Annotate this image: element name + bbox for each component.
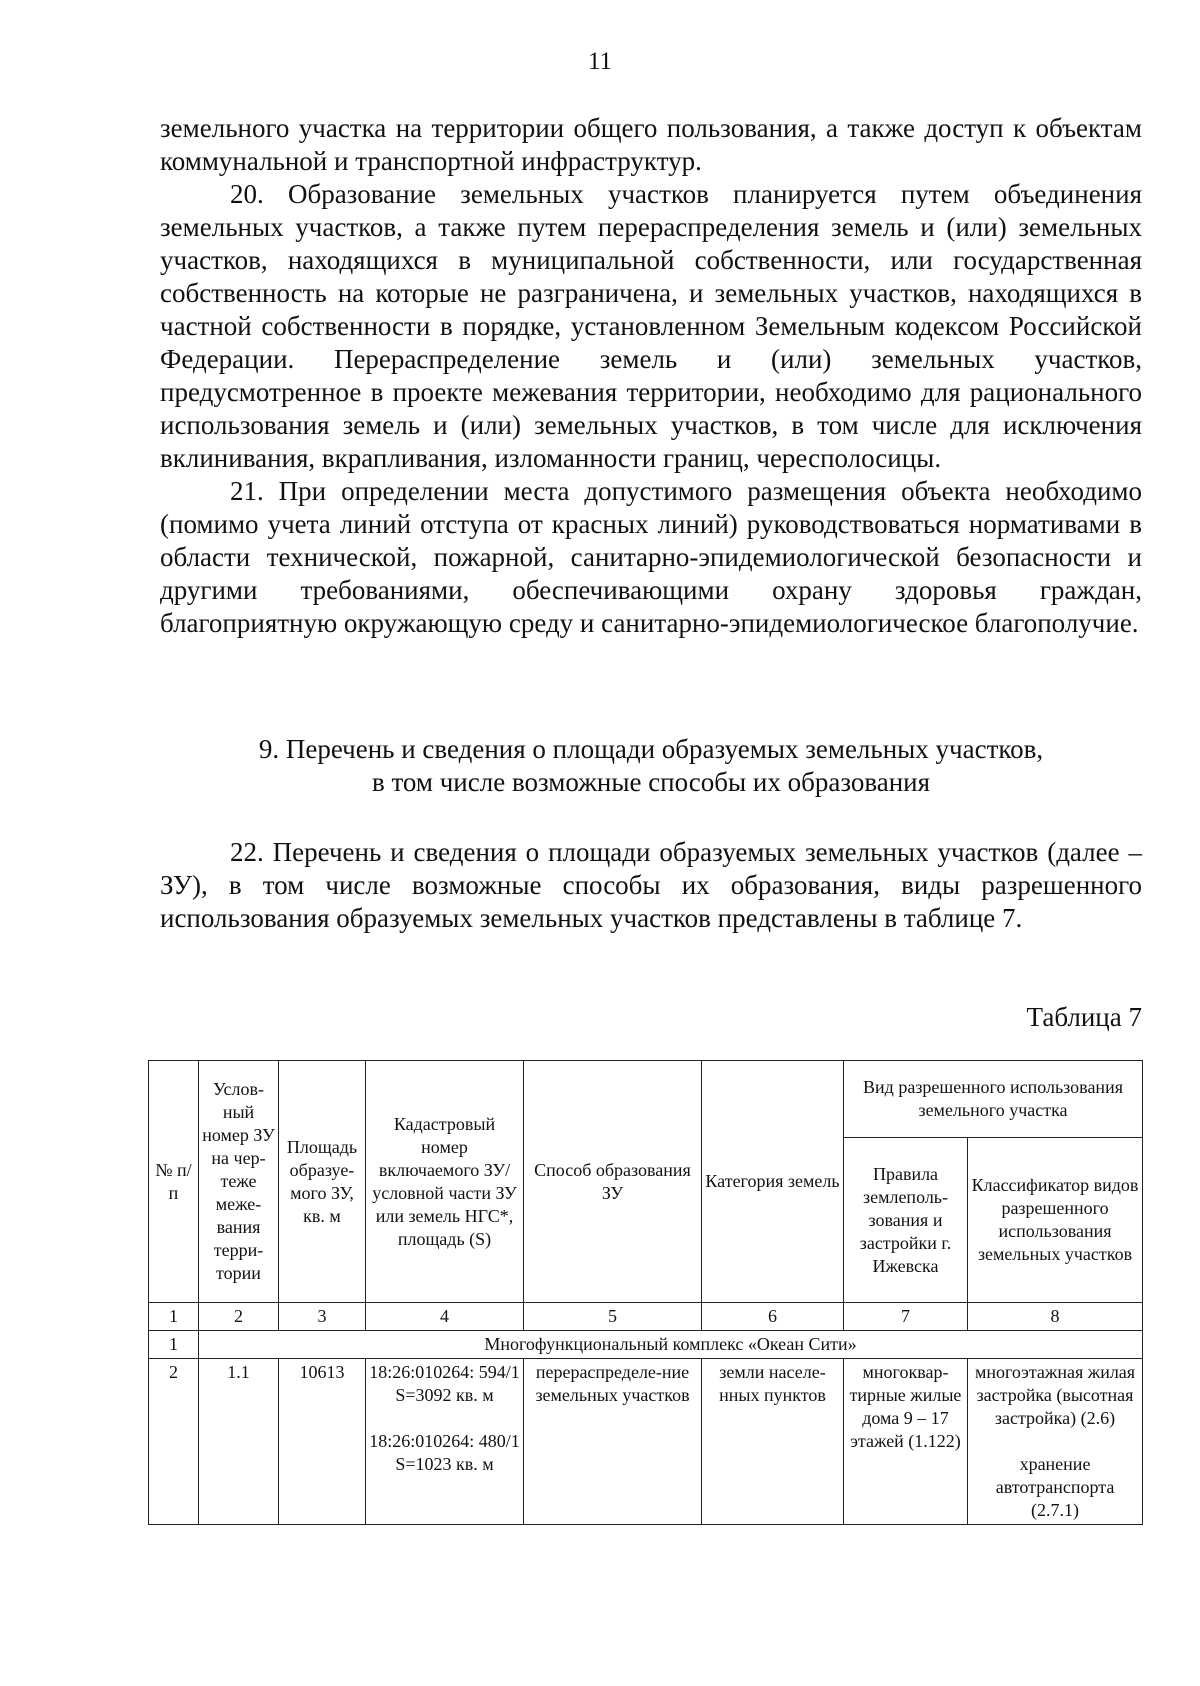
header-category: Категория земель xyxy=(702,1061,844,1303)
table-header-row xyxy=(149,1061,1143,1138)
paragraph-20: 20. Образование земельных участков планируется путем объединения земельных участков, а также путем перераспределения земель и (или) земельных участков, находящихся в муниципальной собственности, или государственная собственность на которые не разграничена, и земельных участков, находящихся в частной собственности в порядке, установленном Земельным кодексом Российской Федерации. Перераспределение земель и (или) земельных участков, предусмотренное в проекте межевания территории, необходимо для рационального использования земель и (или) земельных участков, в том числе для исключения вклинивания, вкрапливания, изломанности границ, чересполосицы. xyxy=(160,179,1142,473)
row-category: земли населе-нных пунктов xyxy=(702,1359,844,1525)
column-number: 1 xyxy=(149,1303,199,1331)
paragraph-21: 21. При определении места допустимого размещения объекта необходимо (помимо учета линий отступа от красных линий) руководствоваться нормативами в области технической, пожарной, санитарно-эпидемиологической безопасности и другими требованиями, обеспечивающими охрану здоровья граждан, благоприятную окружающую среду и санитарно-эпидемиологическое благополучие. xyxy=(160,476,1142,638)
cadastral-number-1: 18:26:010264: 594/1 xyxy=(369,1362,520,1382)
section-heading-line-2: в том числе возможные способы их образования xyxy=(371,767,931,797)
column-number: 3 xyxy=(279,1303,366,1331)
row-classifier xyxy=(968,1359,1143,1525)
column-number: 5 xyxy=(524,1303,702,1331)
table-caption: Таблица 7 xyxy=(1026,1002,1142,1032)
section-heading-line-1: 9. Перечень и сведения о площади образуемых земельных участков, xyxy=(258,734,1044,764)
row-rules: многоквар-тирные жилые дома 9 – 17 этажей (1.122) xyxy=(844,1359,968,1525)
header-area: Площадь образуе-мого ЗУ, кв. м xyxy=(279,1061,366,1303)
column-number: 6 xyxy=(702,1303,844,1331)
paragraph-continuation: земельного участка на территории общего пользования, а также доступ к объектам коммунальной и транспортной инфраструктур. xyxy=(160,113,1142,176)
cadastral-number-2: 18:26:010264: 480/1 xyxy=(369,1431,520,1451)
row-area: 10613 xyxy=(279,1359,366,1525)
column-number: 7 xyxy=(844,1303,968,1331)
column-number: 2 xyxy=(199,1303,279,1331)
row-conditional-number: 1.1 xyxy=(199,1359,279,1525)
group-row xyxy=(149,1331,1143,1359)
header-permitted-use-group: Вид разрешенного использования земельного участка xyxy=(844,1061,1143,1138)
row-num: 2 xyxy=(149,1359,199,1525)
row-cadastral xyxy=(366,1359,524,1525)
classifier-1: многоэтажная жилая застройка (высотная застройка) (2.6) xyxy=(974,1362,1136,1428)
body-text xyxy=(160,112,1142,640)
group-row-title: Многофункциональный комплекс «Океан Сити» xyxy=(199,1331,1143,1359)
paragraph-22: 22. Перечень и сведения о площади образуемых земельных участков (далее – ЗУ), в том числе возможные способы их образования, виды разрешенного использования образуемых земельных участков представлены в таблице 7. xyxy=(160,837,1142,933)
cadastral-area-1: S=3092 кв. м xyxy=(395,1385,494,1405)
header-method: Способ образования ЗУ xyxy=(524,1061,702,1303)
header-cadastral: Кадастровый номер включаемого ЗУ/условной части ЗУ или земель НГС*, площадь (S) xyxy=(366,1061,524,1303)
table-row xyxy=(149,1359,1143,1525)
header-num: № п/п xyxy=(149,1061,199,1303)
cadastral-area-2: S=1023 кв. м xyxy=(395,1454,494,1474)
header-rules: Правила землеполь-зования и застройки г. Ижевска xyxy=(844,1138,968,1303)
classifier-2: хранение автотранспорта (2.7.1) xyxy=(995,1454,1115,1520)
group-row-num: 1 xyxy=(149,1331,199,1359)
section-heading xyxy=(160,733,1142,799)
page-number: 11 xyxy=(587,48,613,75)
column-number: 8 xyxy=(968,1303,1143,1331)
header-conditional-number: Услов-ный номер ЗУ на чер-теже меже-вания терри-тории xyxy=(199,1061,279,1303)
row-method: перераспределе-ние земельных участков xyxy=(524,1359,702,1525)
column-number-row xyxy=(149,1303,1143,1331)
header-classifier: Классификатор видов разрешенного использования земельных участков xyxy=(968,1138,1143,1303)
column-number: 4 xyxy=(366,1303,524,1331)
land-plots-table xyxy=(148,1060,1143,1525)
